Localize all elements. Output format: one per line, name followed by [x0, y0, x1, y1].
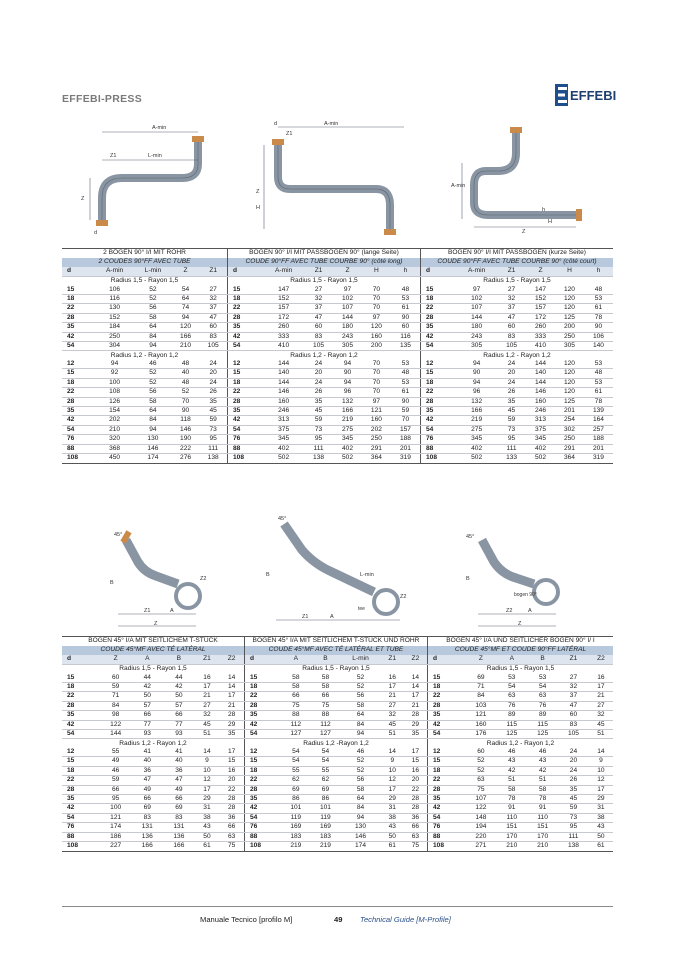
table-row: 18 46 36 36 10 16	[62, 766, 244, 775]
table-header-row: d A-min Z1 Z H h	[228, 267, 421, 277]
table-row: 76 320 130 190 95	[62, 435, 227, 444]
label-lmin-2: L-min	[360, 572, 374, 578]
table-title-fr: COUDE 45°MF AVEC TÉ LATÉRAL	[62, 646, 244, 655]
table-row: 76 174 131 131 43 66	[62, 823, 244, 832]
table-row: 35 180 60 260 200 90	[421, 323, 614, 332]
table-title-fr: COUDE 45°MF ET COUDE 90°FF LATÉRAL	[428, 646, 614, 655]
section-label: Radius 1,5 - Rayon 1,5	[421, 277, 614, 286]
table-row: 15 147 27 97 70 48	[228, 286, 421, 295]
table-row: 22 59 47 47 12 20	[62, 776, 244, 785]
footer-left: Manuale Tecnico [profilo M]	[200, 915, 293, 924]
table-row: 22 71 50 50 21 17	[62, 692, 244, 701]
label-h-3: H	[548, 219, 552, 225]
diagram-45-elbow-side-bend	[456, 522, 586, 630]
label-45-1: 45°	[114, 532, 123, 538]
table-row: 35 95 66 66 29 28	[62, 795, 244, 804]
table-row: 28 75 75 58 27 21	[245, 701, 428, 710]
brand-title: EFFEBI-PRESS	[62, 93, 143, 105]
table-row: 18 52 42 42 24 10	[428, 766, 614, 775]
table-row: 108 502 138 502 364 319	[228, 454, 421, 463]
table-title-de: BOGEN 45° I/A UND SEITLICHER BOGEN 90° I/ I	[428, 637, 614, 647]
table-row: 15 52 43 43 20 9	[428, 757, 614, 766]
table-row: 54 121 83 83 38 36	[62, 813, 244, 822]
section-label: Radius 1,2 - Rayon 1,2	[119, 739, 187, 747]
table-title-fr: COUDE 90°FF AVEC TUBE COURBE 90° (côté long)	[228, 258, 421, 267]
table-title-de: BOGEN 90° I/I MIT PASSBOGEN 90° (lange Seite)	[228, 249, 421, 259]
label-a-2: A	[330, 614, 334, 620]
table-row: 28 69 69 58 17 22	[245, 785, 428, 794]
label-b-1: B	[110, 580, 114, 586]
label-lmin: L-min	[148, 153, 162, 159]
table-row: 12 60 46 46 24 14	[428, 748, 614, 757]
table-row: 15 140 20 90 70 48	[228, 369, 421, 378]
label-tee: tee	[358, 606, 365, 612]
label-amin: A-min	[152, 125, 167, 131]
label-z1-b1: Z1	[144, 608, 151, 614]
table-row: 28 66 49 49 17 22	[62, 785, 244, 794]
table-row: 54 127 127 94 51 35	[245, 730, 428, 739]
table-row: 35 86 86 64 29 28	[245, 795, 428, 804]
table-title-de: BOGEN 45° I/A MIT SEITLICHEM T-STÜCK UND ROHR	[245, 637, 428, 647]
label-45-3: 45°	[466, 534, 475, 540]
table-row: 15 106 52 54 27	[62, 286, 227, 295]
table-row: 18 144 24 94 70 53	[228, 378, 421, 387]
table-row: 42 313 59 219 160 70	[228, 416, 421, 425]
table-row: 54 304 94 210 105	[62, 342, 227, 351]
effebi-logo	[555, 84, 617, 106]
table-row: 12 144 24 94 70 53	[228, 360, 421, 369]
table-row: 28 103 76 76 47 27	[428, 701, 614, 710]
table-row: 22 66 66 56 21 17	[245, 692, 428, 701]
table-row: 54 305 105 410 305 140	[421, 342, 614, 351]
table-header-row: d A-min L-min Z Z1	[62, 267, 227, 277]
footer-divider	[62, 906, 613, 907]
table-row: 88 220 170 170 111 50	[428, 832, 614, 841]
table-row: 42 112 112 84 45 29	[245, 720, 428, 729]
label-z1-2: Z1	[286, 131, 293, 137]
table-row: 28 144 47 172 125 78	[421, 313, 614, 322]
table-row: 15 54 54 52 9 15	[245, 757, 428, 766]
table-row: 15 69 53 53 27 16	[428, 674, 614, 683]
table-row: 22 63 51 51 26 12	[428, 776, 614, 785]
table-row: 12 55 41 41 14 17	[62, 748, 244, 757]
label-h-2: H	[256, 205, 260, 211]
section-label: Radius 1,2 - Rayon 1,2	[421, 351, 614, 360]
table-row: 22 146 26 96 70 61	[228, 388, 421, 397]
table-row: 42 250 84 166 83	[62, 332, 227, 341]
table-row: 35 184 64 120 60	[62, 323, 227, 332]
dimension-table-1	[62, 248, 227, 464]
table-title-de: BOGEN 90° I/I MIT PASSBOGEN (kurze Seite)	[421, 249, 614, 259]
table-row: 18 116 52 64 32	[62, 295, 227, 304]
table-row: 76 169 169 130 43 66	[245, 823, 428, 832]
logo-text: EFFEBI	[570, 88, 617, 103]
table-row: 76 194 151 151 95 43	[428, 823, 614, 832]
section-label: Radius 1,5 - Rayon 1,5	[110, 277, 179, 285]
table-row: 42 101 101 84 31 28	[245, 804, 428, 813]
table-row: 18 58 58 52 17 14	[245, 683, 428, 692]
label-z2-2: Z2	[400, 594, 407, 600]
table-row: 42 122 91 91 59 31	[428, 804, 614, 813]
table-row: 18 102 32 152 120 53	[421, 295, 614, 304]
table-row: 88 186 136 136 50 63	[62, 832, 244, 841]
diagram-45-elbow-tee	[96, 522, 226, 630]
table-title-fr: 2 COUDES 90°FF AVEC TUBE	[62, 258, 227, 267]
table-row: 42 160 115 115 83 45	[428, 720, 614, 729]
label-bogen: bogen 90°	[514, 592, 537, 598]
footer-page-number: 49	[334, 915, 343, 924]
label-z1-b2: Z1	[302, 614, 309, 620]
table-row: 22 130 56 74 37	[62, 304, 227, 313]
table-row: 35 246 45 166 121 59	[228, 407, 421, 416]
table-row: 42 243 83 333 250 106	[421, 332, 614, 341]
table-row: 88 183 183 146 50 63	[245, 832, 428, 841]
table-row: 22 107 37 157 120 61	[421, 304, 614, 313]
label-z-3: Z	[522, 229, 526, 235]
label-45-2: 45°	[278, 516, 287, 522]
section-label: Radius 1,5 - Rayon 1,5	[119, 665, 187, 673]
table-row: 54 275 73 375 302 257	[421, 425, 614, 434]
label-z2-3: Z2	[506, 608, 513, 614]
label-b-2: B	[266, 572, 270, 578]
table-row: 15 97 27 147 120 48	[421, 286, 614, 295]
table-row: 15 58 58 52 16 14	[245, 674, 428, 683]
table-row: 42 333 83 243 160 116	[228, 332, 421, 341]
label-amin-2: A-min	[324, 121, 339, 127]
table-row: 54 119 119 94 38 36	[245, 813, 428, 822]
table-row: 28 160 35 132 97 90	[228, 397, 421, 406]
table-row: 12 54 54 46 14 17	[245, 748, 428, 757]
table-row: 28 152 58 94 47	[62, 313, 227, 322]
label-b-3: B	[466, 576, 470, 582]
table-row: 54 410 105 305 200 135	[228, 342, 421, 351]
table-row: 54 210 94 146 73	[62, 425, 227, 434]
table-row: 18 152 32 102 70 53	[228, 295, 421, 304]
table-row: 88 402 111 402 291 201	[228, 444, 421, 453]
table-header-row: d Z A B Z1 Z2	[428, 655, 614, 665]
table-row: 42 202 84 118 59	[62, 416, 227, 425]
table-row: 12 94 46 48 24	[62, 360, 227, 369]
diagram-elbow-passbogen-long	[254, 117, 414, 239]
label-d: d	[94, 230, 98, 236]
table-row: 12 94 24 144 120 53	[421, 360, 614, 369]
table-row: 88 368 146 222 111	[62, 444, 227, 453]
footer-right: Technical Guide [M-Profile]	[360, 915, 451, 924]
table-row: 35 98 66 66 32 28	[62, 711, 244, 720]
table-header-row: d A-min Z1 Z H h	[421, 267, 614, 277]
dimension-table-4	[62, 636, 244, 852]
label-z2-1: Z2	[200, 576, 207, 582]
diagram-45-elbow-tee-pipe	[262, 510, 422, 632]
section-label: Radius 1,2 - Rayon 1,2	[428, 739, 614, 748]
section-label: Radius 1,5 - Rayon 1,5	[245, 665, 428, 674]
table-row: 35 260 60 180 120 60	[228, 323, 421, 332]
table-row: 35 107 78 78 45 29	[428, 795, 614, 804]
table-row: 108 450 174 276 138	[62, 454, 227, 463]
dimension-table-5	[244, 636, 427, 852]
section-label: Radius 1,5 - Rayon 1,5	[228, 277, 421, 286]
table-title-fr: COUDE 90°FF AVEC TUBE COURBE 90° (côté court)	[421, 258, 614, 267]
table-row: 18 55 55 52 10 16	[245, 766, 428, 775]
label-amin-3: A-min	[451, 183, 466, 189]
table-header-row: d Z A B Z1 Z2	[62, 655, 244, 665]
label-d-2: d	[274, 121, 278, 127]
table-row: 22 62 62 56 12 20	[245, 776, 428, 785]
table-row: 42 219 59 313 254 164	[421, 416, 614, 425]
table-row: 18 59 42 42 17 14	[62, 683, 244, 692]
table-row: 28 75 58 58 35 17	[428, 785, 614, 794]
table-row: 28 132 35 160 125 78	[421, 397, 614, 406]
table-row: 42 122 77 77 45 29	[62, 720, 244, 729]
table-row: 54 144 93 93 51 35	[62, 730, 244, 739]
table-row: 35 121 89 89 60 32	[428, 711, 614, 720]
table-row: 35 166 45 246 201 139	[421, 407, 614, 416]
table-row: 76 345 95 345 250 188	[228, 435, 421, 444]
label-a-1: A	[170, 608, 174, 614]
table-row: 22 96 26 146 120 61	[421, 388, 614, 397]
table-row: 15 92 52 40 20	[62, 369, 227, 378]
table-row: 108 271 210 210 138 61	[428, 842, 614, 851]
table-title-de: 2 BÖGEN 90° I/I MIT ROHR	[62, 249, 227, 259]
table-row: 54 176 125 125 105 51	[428, 730, 614, 739]
section-label: Radius 1,2 - Rayon 1,2	[110, 351, 179, 359]
table-row: 108 219 219 174 61 75	[245, 842, 428, 851]
label-hsmall-3: h	[542, 207, 546, 213]
table-row: 108 502 133 502 364 319	[421, 454, 614, 463]
table-row: 76 345 95 345 250 188	[421, 435, 614, 444]
table-row: 42 100 69 69 31 28	[62, 804, 244, 813]
table-row: 15 49 40 40 9 15	[62, 757, 244, 766]
table-row: 18 94 24 144 120 53	[421, 378, 614, 387]
dimension-table-2	[227, 248, 420, 464]
table-row: 88 402 111 402 291 201	[421, 444, 614, 453]
table-row: 22 157 37 107 70 61	[228, 304, 421, 313]
section-label: Radius 1,2 - Rayon 1,2	[228, 351, 421, 360]
table-row: 15 90 20 140 120 48	[421, 369, 614, 378]
label-z-b1: Z	[154, 621, 158, 627]
table-row: 28 172 47 144 97 90	[228, 313, 421, 322]
section-label: Radius 1,5 - Rayon 1,5	[428, 665, 614, 674]
table-row: 35 154 64 90 45	[62, 407, 227, 416]
diagram-elbow-passbogen-short	[448, 123, 598, 235]
label-z1: Z1	[110, 153, 117, 159]
table-row: 54 375 73 275 202 157	[228, 425, 421, 434]
table-row: 18 71 54 54 32 17	[428, 683, 614, 692]
label-z-3b: Z	[518, 621, 522, 627]
diagram-2-elbows-with-pipe	[72, 120, 220, 238]
table-title-fr: COUDE 45°MF AVEC TÉ LATÉRAL ET TUBE	[245, 646, 428, 655]
section-label: Radius 1,2 -Rayon 1,2	[245, 739, 428, 748]
table-row: 28 126 58 70 35	[62, 397, 227, 406]
label-z-2: Z	[256, 189, 260, 195]
table-row: 22 108 56 52 26	[62, 388, 227, 397]
table-title-de: BOGEN 45° I/A MIT SEITLICHEM T-STÜCK	[62, 637, 244, 647]
dimension-table-3	[420, 248, 613, 464]
table-row: 54 148 110 110 73 38	[428, 813, 614, 822]
table-row: 28 84 57 57 27 21	[62, 701, 244, 710]
table-row: 35 88 88 64 32 28	[245, 711, 428, 720]
table-row: 108 227 166 166 61 75	[62, 842, 244, 851]
table-header-row: d A B L-min Z1 Z2	[245, 655, 428, 665]
table-row: 22 84 63 63 37 21	[428, 692, 614, 701]
dimension-table-6	[427, 636, 613, 852]
label-z: Z	[81, 196, 85, 202]
table-row: 15 60 44 44 16 14	[62, 674, 244, 683]
label-a-3: A	[528, 608, 532, 614]
table-row: 18 100 52 48 24	[62, 378, 227, 387]
